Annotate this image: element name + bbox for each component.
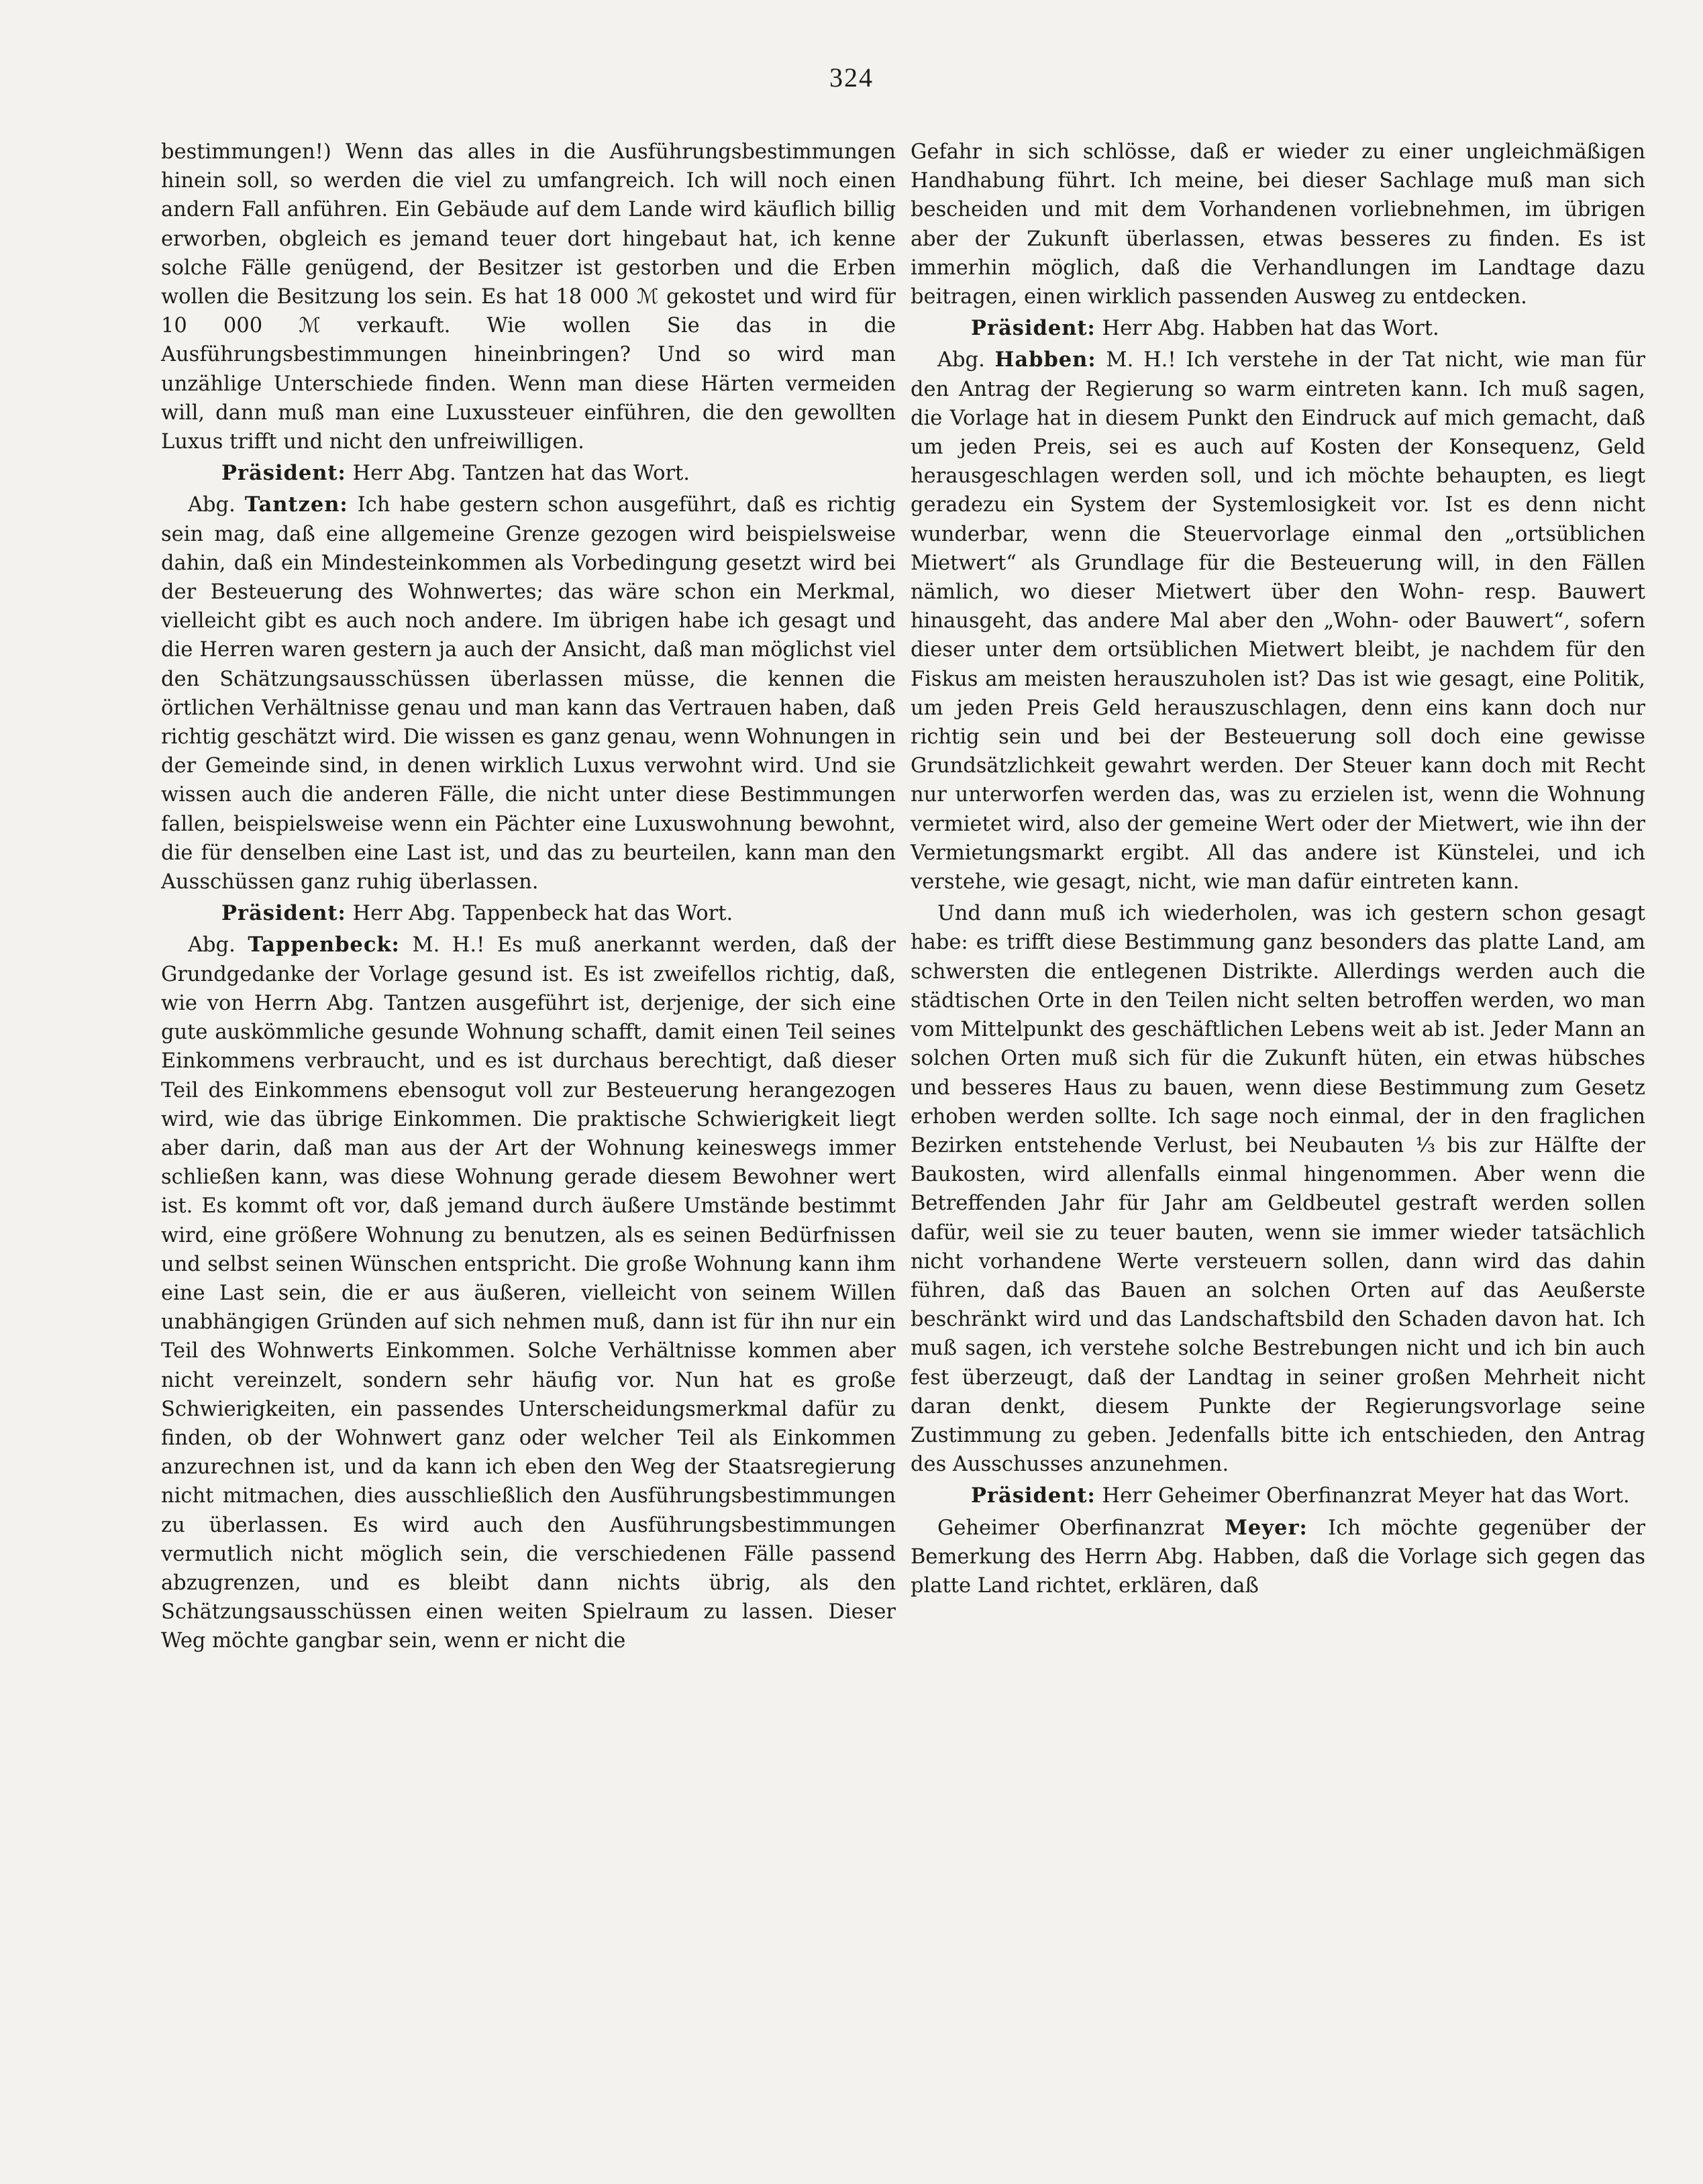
speech-text: M. H.! Es muß anerkannt werden, daß der Grundgedanke der Vorlage gesund ist. Es ist zweifellos richtig, daß, wie von Herrn Abg. Tantzen ausgeführt ist, derjenige, der sich eine gute auskömmliche gesunde Wohnung schafft, damit einen Teil seines Einkommens verbraucht, und es ist durchaus berechtigt, daß dieser Teil des Einkommens ebensogut voll zur Besteuerung herangezogen wird, wie das übrige Einkommen. Die praktische Schwierigkeit liegt aber darin, daß man aus der Art der Wohnung keineswegs immer schließen kann, was diese Wohnung gerade diesem Bewohner wert ist. Es kommt oft vor, daß jemand durch äußere Umstände bestimmt wird, eine größere Wohnung zu benutzen, als es seinen Bedürfnissen und selbst seinen Wünschen entspricht. Die große Wohnung kann ihm eine Last sein, die er aus äußeren, vielleicht von seinem Willen unabhängigen Gründen auf sich nehmen muß, dann ist für ihn nur ein Teil des Wohnwerts Einkommen. Solche Verhältnisse kommen aber nicht vereinzelt, sondern sehr häufig vor. Nun hat es große Schwierigkeiten, ein passendes Unterscheidungsmerkmal dafür zu finden, ob der Wohnwert ganz oder welcher Teil als Einkommen anzurechnen ist, und da kann ich eben den Weg der Staatsregierung nicht mitmachen, dies ausschließlich den Ausführungsbestimmungen zu überlassen. Es wird auch den Ausführungsbestimmungen vermutlich nicht möglich sein, die verschiedenen Fälle passend abzugrenzen, und es bleibt dann nichts übrig, als den Schätzungsausschüssen einen weiten Spielraum zu lassen. Dieser Weg möchte gangbar sein, wenn er nicht die [161,933,896,1653]
speaker-label: Präsident: [221,461,346,486]
speaker-prefix: Abg. [188,933,236,957]
president-statement-tappenbeck [161,899,896,928]
speaker-name: Meyer: [1225,1515,1308,1540]
speech-habben [911,346,1645,896]
speaker-name: Habben: [994,348,1096,372]
left-column [161,138,896,1659]
president-statement-habben [911,314,1645,343]
page-number: 324 [829,62,874,93]
speech-text: M. H.! Ich verstehe in der Tat nicht, wie man für den Antrag der Regierung so warm eintreten kann. Ich muß sagen, die Vorlage hat in diesem Punkt den Eindruck auf mich gemacht, daß um jeden Preis, sei es auch auf Kosten der Konsequenz, Geld herausgeschlagen werden soll, und ich möchte behaupten, es liegt geradezu ein System der Systemlosigkeit vor. Ist es denn nicht wunderbar, wenn die Steuervorlage einmal den „ortsüblichen Mietwert“ als Grundlage für die Besteuerung will, in den Fällen nämlich, wo dieser Mietwert über den Wohn- resp. Bauwert hinausgeht, das andere Mal aber den „Wohn- oder Bauwert“, sofern dieser unter dem ortsüblichen Mietwert bleibt, je nachdem für den Fiskus am meisten herauszuholen ist? Das ist wie gesagt, eine Politik, um jeden Preis Geld herauszuschlagen, denn eins kann doch nur richtig sein und bei der Besteuerung soll doch eine gewisse Grundsätzlichkeit gewahrt werden. Der Steuer kann doch mit Recht nur unterworfen werden das, was zu erzielen ist, wenn die Wohnung vermietet wird, also der gemeine Wert oder der Mietwert, wie ihn der Vermietungsmarkt ergibt. All das andere ist Künstelei, und ich verstehe, wie gesagt, nicht, wie man dafür eintreten kann. [911,348,1645,894]
speaker-prefix: Abg. [937,348,985,372]
right-column [911,138,1645,1603]
speech-tappenbeck [161,931,896,1655]
speech-habben-continued: Und dann muß ich wiederholen, was ich gestern schon gesagt habe: es trifft diese Bestimmung ganz besonders das platte Land, am schwersten die entlegenen Distrikte. Allerdings werden auch die städtischen Orte in den Teilen nicht selten betroffen werden, wo man vom Mittelpunkt des geschäftlichen Lebens weit ab ist. Jeder Mann an solchen Orten muß sich für die Zukunft hüten, ein etwas hübsches und besseres Haus zu bauen, wenn diese Bestimmung zum Gesetz erhoben werden sollte. Ich sage noch einmal, der in den fraglichen Bezirken entstehende Verlust, bei Neubauten ⅓ bis zur Hälfte der Baukosten, wird allenfalls einmal hingenommen. Aber wenn die Betreffenden Jahr für Jahr am Geldbeutel gestraft werden sollen dafür, weil sie zu teuer bauten, wenn sie immer wieder tatsächlich nicht vorhandene Werte versteuern sollen, dann wird das dahin führen, daß das Bauen an solchen Orten auf das Aeußerste beschränkt wird und das Landschaftsbild den Schaden davon hat. Ich muß sagen, ich verstehe solche Bestrebungen nicht und ich bin auch fest überzeugt, daß der Landtag in seiner großen Mehrheit nicht daran denkt, diesem Punkte der Regierungsvorlage seine Zustimmung zu geben. Jedenfalls bitte ich entschieden, den Antrag des Ausschusses anzunehmen. [911,902,1645,1477]
speaker-label: Präsident: [221,901,346,926]
speaker-name: Tappenbeck: [248,933,400,957]
speech-meyer [911,1514,1645,1601]
statement-text: Herr Abg. Habben hat das Wort. [1102,317,1439,341]
speaker-label: Präsident: [971,316,1096,341]
speaker-label: Präsident: [971,1484,1096,1508]
speaker-prefix: Geheimer Oberfinanzrat [937,1516,1204,1540]
statement-text: Herr Abg. Tappenbeck hat das Wort. [352,902,733,926]
paragraph-continuation: bestimmungen!) Wenn das alles in die Ausführungsbestimmungen hinein soll, so werden die viel zu umfangreich. Ich will noch einen andern Fall anführen. Ein Gebäude auf dem Lande wird käuflich billig erworben, obgleich es jemand teuer dort hingebaut hat, ich kenne solche Fälle genügend, der Besitzer ist gestorben und die Erben wollen die Besitzung los sein. Es hat 18 000 ℳ gekostet und wird für 10 000 ℳ verkauft. Wie wollen Sie das in die Ausführungsbestimmungen hineinbringen? Und so wird man unzählige Unterschiede finden. Wenn man diese Härten vermeiden will, dann muß man eine Luxussteuer einführen, die den gewollten Luxus trifft und nicht den unfreiwilligen. [161,140,896,454]
speech-text: Ich möchte gegenüber der Bemerkung des Herrn Abg. Habben, daß die Vorlage sich gegen das platte Land richtet, erklären, daß [911,1516,1645,1598]
statement-text: Herr Abg. Tantzen hat das Wort. [352,462,690,486]
president-statement-meyer [911,1481,1645,1510]
speaker-prefix: Abg. [188,493,236,517]
president-statement-tantzen [161,459,896,488]
speech-text: Ich habe gestern schon ausgeführt, daß es richtig sein mag, daß eine allgemeine Grenze gezogen wird beispielsweise dahin, daß ein Mindesteinkommen als Vorbedingung gesetzt wird bei der Besteuerung des Wohnwertes; das wäre schon ein Merkmal, vielleicht gibt es auch noch andere. Im übrigen habe ich gesagt und die Herren waren gestern ja auch der Ansicht, daß man möglichst viel den Schätzungsausschüssen überlassen müsse, die kennen die örtlichen Verhältnisse genau und man kann das Vertrauen haben, daß richtig geschätzt wird. Die wissen es ganz genau, wenn Wohnungen in der Gemeinde sind, in denen wirklich Luxus verwohnt wird. Und sie wissen auch die anderen Fälle, die nicht unter diese Bestimmungen fallen, beispielsweise wenn ein Pächter eine Luxuswohnung bewohnt, die für denselben eine Last ist, und das zu beurteilen, kann man den Ausschüssen ganz ruhig überlassen. [161,493,896,894]
paragraph-continuation: Gefahr in sich schlösse, daß er wieder zu einer ungleichmäßigen Handhabung führt. Ich meine, bei dieser Sachlage muß man sich bescheiden und mit dem Vorhandenen vorliebnehmen, im übrigen aber der Zukunft überlassen, etwas besseres zu finden. Es ist immerhin möglich, daß die Verhandlungen im Landtage dazu beitragen, einen wirklich passenden Ausweg zu entdecken. [911,140,1645,309]
speaker-name: Tantzen: [244,492,348,517]
statement-text: Herr Geheimer Oberfinanzrat Meyer hat das Wort. [1102,1484,1630,1508]
speech-tantzen [161,490,896,896]
